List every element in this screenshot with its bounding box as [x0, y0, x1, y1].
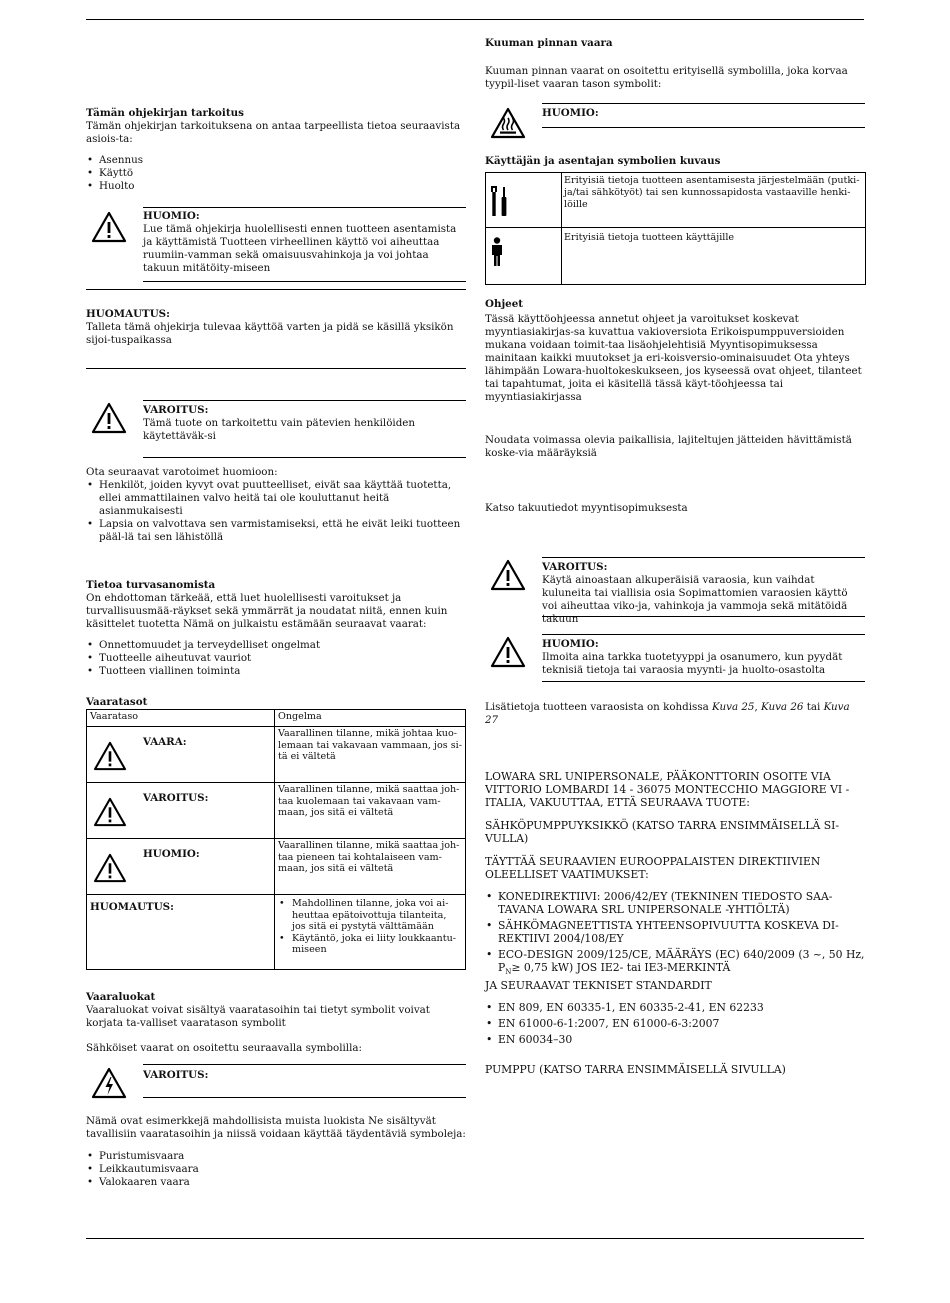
declaration-section: [485, 770, 865, 1076]
safety-section: [86, 579, 466, 678]
hot-heading: Kuuman pinnan vaara: [485, 37, 613, 49]
purpose-heading: Tämän ohjekirjan tarkoitus: [86, 107, 244, 119]
standards-intro: JA SEURAAVAT TEKNISET STANDARDIT: [485, 979, 712, 993]
hot-surface-icon: [490, 107, 526, 139]
list-item: • Tuotteen viallinen toiminta: [86, 665, 466, 678]
levels-heading: Vaaratasot: [86, 696, 148, 708]
level-label: HUOMAUTUS:: [90, 901, 174, 913]
level-label: VAROITUS:: [143, 792, 209, 804]
table-row: [87, 895, 466, 970]
list-item: • Puristumisvaara: [86, 1150, 466, 1163]
table-header-problem: Ongelma: [275, 710, 466, 727]
level-description: Vaarallinen tilanne, mikä saattaa joh-taa pieneen tai kohtalaiseen vam-maan, jos sitä ei vältetä: [275, 839, 466, 895]
list-item: • Käyttö: [86, 167, 466, 180]
list-item: • Henkilöt, joiden kyvyt ovat puutteelliset, eivät saa käyttää tuotetta, ellei ammattilainen valvo heitä tai ole kouluttanut heitä asianmukaisesti: [86, 479, 466, 518]
classes-heading: Vaaraluokat: [86, 991, 156, 1003]
precautions-list: [86, 479, 466, 544]
spare-parts-reference: Lisätietoja tuotteen varaosista on kohdissa Kuva 25, Kuva 26 tai Kuva 27: [485, 701, 850, 726]
classes-text: Vaaraluokat voivat sisältyä vaaratasoihin tai tietyt symbolit voivat korjata ta-valliset vaaratason symbolit: [86, 1004, 430, 1029]
purpose-text: Tämän ohjekirjan tarkoituksena on antaa tarpeellista tietoa seuraavista asiois-ta:: [86, 120, 461, 145]
other-classes-text: Nämä ovat esimerkkejä mahdollisista muista luokista Ne sisältyvät tavallisiin vaaratasoihin ja niissä voidaan käyttää täydentäviä symboleja:: [86, 1115, 466, 1140]
electric-text: Sähköiset vaarat on osoitettu seuraavalla symbolilla:: [86, 1042, 363, 1054]
disposal-text: Noudata voimassa olevia paikallisia, lajiteltujen jätteiden hävittämistä koske-via määräyksiä: [485, 434, 852, 459]
list-item: • Leikkautumisvaara: [86, 1163, 466, 1176]
notice-title: HUOMIO:: [542, 107, 599, 119]
notice-title: HUOMIO:: [143, 210, 200, 222]
declaration-product: SÄHKÖPUMPPUYKSIKKÖ (KATSO TARRA ENSIMMÄISELLÄ SI-VULLA): [485, 819, 840, 845]
symbols-heading: Käyttäjän ja asentajan symbolien kuvaus: [485, 155, 721, 167]
hazard-levels-table: [86, 709, 466, 970]
page-top-rule: [86, 19, 864, 20]
table-row: [87, 727, 466, 783]
list-item: • SÄHKÖMAGNEETTISTA YHTEENSOPIVUUTTA KOSKEVA DI-REKTIIVI 2004/108/EY: [485, 919, 865, 945]
list-item: • ECO-DESIGN 2009/125/CE, MÄÄRÄYS (EC) 640/2009 (3 ~, 50 Hz, $P_N\ge 0,75$ kW) JOS IE2- tai IE3-MERKINTÄ: [485, 948, 865, 979]
note-text: Talleta tämä ohjekirja tulevaa käyttöä varten ja pidä se käsillä yksikön sijoi-tuspaikassa: [86, 321, 454, 346]
safety-text: On ehdottoman tärkeää, että luet huolellisesti varoitukset ja turvallisuusmää-räykset sekä ymmärrät ja noudatat niitä, ennen kuin käsittelet tuotetta Nämä on julkaistu estämään seuraavat vaarat:: [86, 592, 448, 630]
notice-hot-surface: [542, 103, 865, 128]
installer-description: Erityisiä tietoja tuotteen asentamisesta järjestelmään (putki-ja/tai sähkötyöt) tai sen kunnossapidosta vastaaville henki-löille: [564, 175, 860, 210]
notice-caution-ordering: [542, 634, 865, 682]
declaration-intro: LOWARA SRL UNIPERSONALE, PÄÄKONTTORIN OSOITE VIA VITTORIO LOMBARDI 14 - 36075 MONTECCHIO MAGGIORE VI - ITALIA, VAKUUTTAA, ETTÄ SEURAAVA TUOTE:: [485, 770, 850, 809]
other-classes-list: [86, 1150, 466, 1189]
precautions-section: [86, 466, 466, 544]
warning-triangle-icon: [93, 853, 127, 883]
list-item: • Mahdollinen tilanne, joka voi ai-heuttaa epätoivottuja tilanteita, jos sitä ei pystytä välttämään: [278, 898, 462, 933]
user-person-icon: [489, 237, 505, 267]
precautions-intro: Ota seuraavat varotoimet huomioon:: [86, 466, 278, 478]
notice-electric-warning: [143, 1064, 466, 1098]
declaration-pump: PUMPPU (KATSO TARRA ENSIMMÄISELLÄ SIVULLA): [485, 1063, 786, 1077]
list-item: • Asennus: [86, 154, 466, 167]
purpose-list: [86, 154, 466, 193]
notice-title: HUOMIO:: [542, 638, 599, 650]
declaration-complies: TÄYTTÄÄ SEURAAVIEN EUROOPPALAISTEN DIREKTIIVIEN OLEELLISET VAATIMUKSET:: [485, 855, 821, 881]
list-item: • Valokaaren vaara: [86, 1176, 466, 1189]
warning-triangle-icon: [93, 797, 127, 827]
note-title: HUOMAUTUS:: [86, 308, 170, 320]
other-classes: [86, 1115, 466, 1189]
warranty-text: Katso takuutiedot myyntisopimuksesta: [485, 502, 688, 514]
list-item: • EN 809, EN 60335-1, EN 60335-2-41, EN 62233: [485, 1001, 865, 1014]
user-description: Erityisiä tietoja tuotteen käyttäjille: [564, 232, 735, 243]
list-item: • Huolto: [86, 180, 466, 193]
list-item: • Tuotteelle aiheutuvat vauriot: [86, 652, 466, 665]
list-item: • Käytäntö, joka ei liity loukkaantu-miseen: [278, 933, 462, 956]
warning-triangle-icon: [93, 741, 127, 771]
note-items-list: [278, 898, 462, 956]
standards-list: [485, 1001, 865, 1046]
notice-title: VAROITUS:: [143, 404, 209, 416]
notice-caution: [143, 207, 466, 282]
purpose-section: [86, 107, 466, 193]
safety-heading: Tietoa turvasanomista: [86, 579, 216, 591]
notice-text: Lue tämä ohjekirja huolellisesti ennen tuotteen asentamista ja käyttämistä Tuotteen virheellinen käyttö voi aiheuttaa ruumiin-vamman sekä omaisuusvahinkoja ja voi johtaa takuun mitätöity-miseen: [143, 223, 457, 274]
classes-section: [86, 991, 466, 1055]
level-description: Vaarallinen tilanne, mikä johtaa kuo-lemaan tai vakavaan vammaan, jos si-tä ei vältetä: [275, 727, 466, 783]
list-item: • Onnettomuudet ja terveydelliset ongelmat: [86, 639, 466, 652]
note-box: [86, 289, 466, 369]
figure-link[interactable]: Kuva 27: [485, 701, 850, 726]
notice-warning-spareparts: [542, 557, 865, 625]
warning-triangle-icon: [91, 211, 127, 243]
installer-tools-icon: [488, 185, 510, 217]
level-label: HUOMIO:: [143, 848, 200, 860]
directives-list: [485, 890, 865, 979]
warning-triangle-icon: [91, 402, 127, 434]
level-label: VAARA:: [143, 736, 187, 748]
list-item: • Lapsia on valvottava sen varmistamiseksi, että he eivät leiki tuotteen pääl-lä tai sen lähistöllä: [86, 518, 466, 544]
warning-triangle-icon: [490, 559, 526, 591]
notice-warning: [143, 400, 466, 458]
notice-title: VAROITUS:: [542, 561, 608, 573]
notice-title: VAROITUS:: [143, 1069, 209, 1081]
table-row: [87, 839, 466, 895]
level-description: Vaarallinen tilanne, mikä saattaa joh-taa kuolemaan tai vakavaan vam-maan, jos sitä ei vältetä: [275, 783, 466, 839]
symbols-table: [485, 172, 866, 285]
notice-text: Tämä tuote on tarkoitettu vain pätevien henkilöiden käytettäväk-si: [143, 417, 416, 442]
page-bottom-rule: [86, 1238, 864, 1239]
instructions-heading: Ohjeet: [485, 298, 524, 310]
instructions-text: Tässä käyttöohjeessa annetut ohjeet ja varoitukset koskevat myyntiasiakirjas-sa kuvattua vakioversiota Erikoispumppuversioiden mukana voidaan toimit-taa lisäohjelehtisiä Myyntisopimuksessa mainitaan kaikki muutokset ja eri-koisversio-ominaisuudet Ota yhteys lähimpään Lowara-huoltokeskukseen, jos kyseessä ovat ohjeet, tilanteet tai tapahtumat, joita ei käsitellä tässä käyt-töohjeessa tai myyntiasiakirjassa: [485, 313, 862, 403]
notice-text: Ilmoita aina tarkka tuotetyyppi ja osanumero, kun pyydät teknisiä tietoja tai varaosia myynti- ja huolto-osastolta: [542, 651, 843, 676]
figure-link[interactable]: Kuva 25: [712, 701, 755, 713]
notice-text: Käytä ainoastaan alkuperäisiä varaosia, kun vaihdat kuluneita tai viallisia osia Sopimattomien varaosien käyttö voi aiheuttaa viko-ja, vahinkoja ja vammoja sekä mitätöidä takuun: [542, 574, 848, 625]
table-header-level: Vaarataso: [87, 710, 275, 727]
list-item: • EN 60034–30: [485, 1033, 865, 1046]
figure-link[interactable]: Kuva 26: [761, 701, 804, 713]
electric-hazard-icon: [91, 1067, 127, 1099]
table-row: [87, 783, 466, 839]
hot-text: Kuuman pinnan vaarat on osoitettu erityisellä symbolilla, joka korvaa tyypil-liset vaaran tason symbolit:: [485, 65, 848, 90]
instructions-section: [485, 298, 865, 404]
warning-triangle-icon: [490, 636, 526, 668]
levels-section: [86, 696, 466, 970]
list-item: • KONEDIREKTIIVI: 2006/42/EY (TEKNINEN TIEDOSTO SAA-TAVANA LOWARA SRL UNIPERSONALE -YHTIÖLTÄ): [485, 890, 865, 916]
list-item: • EN 61000-6-1:2007, EN 61000-6-3:2007: [485, 1017, 865, 1030]
hot-surface-section: [485, 37, 865, 91]
safety-list: [86, 639, 466, 678]
